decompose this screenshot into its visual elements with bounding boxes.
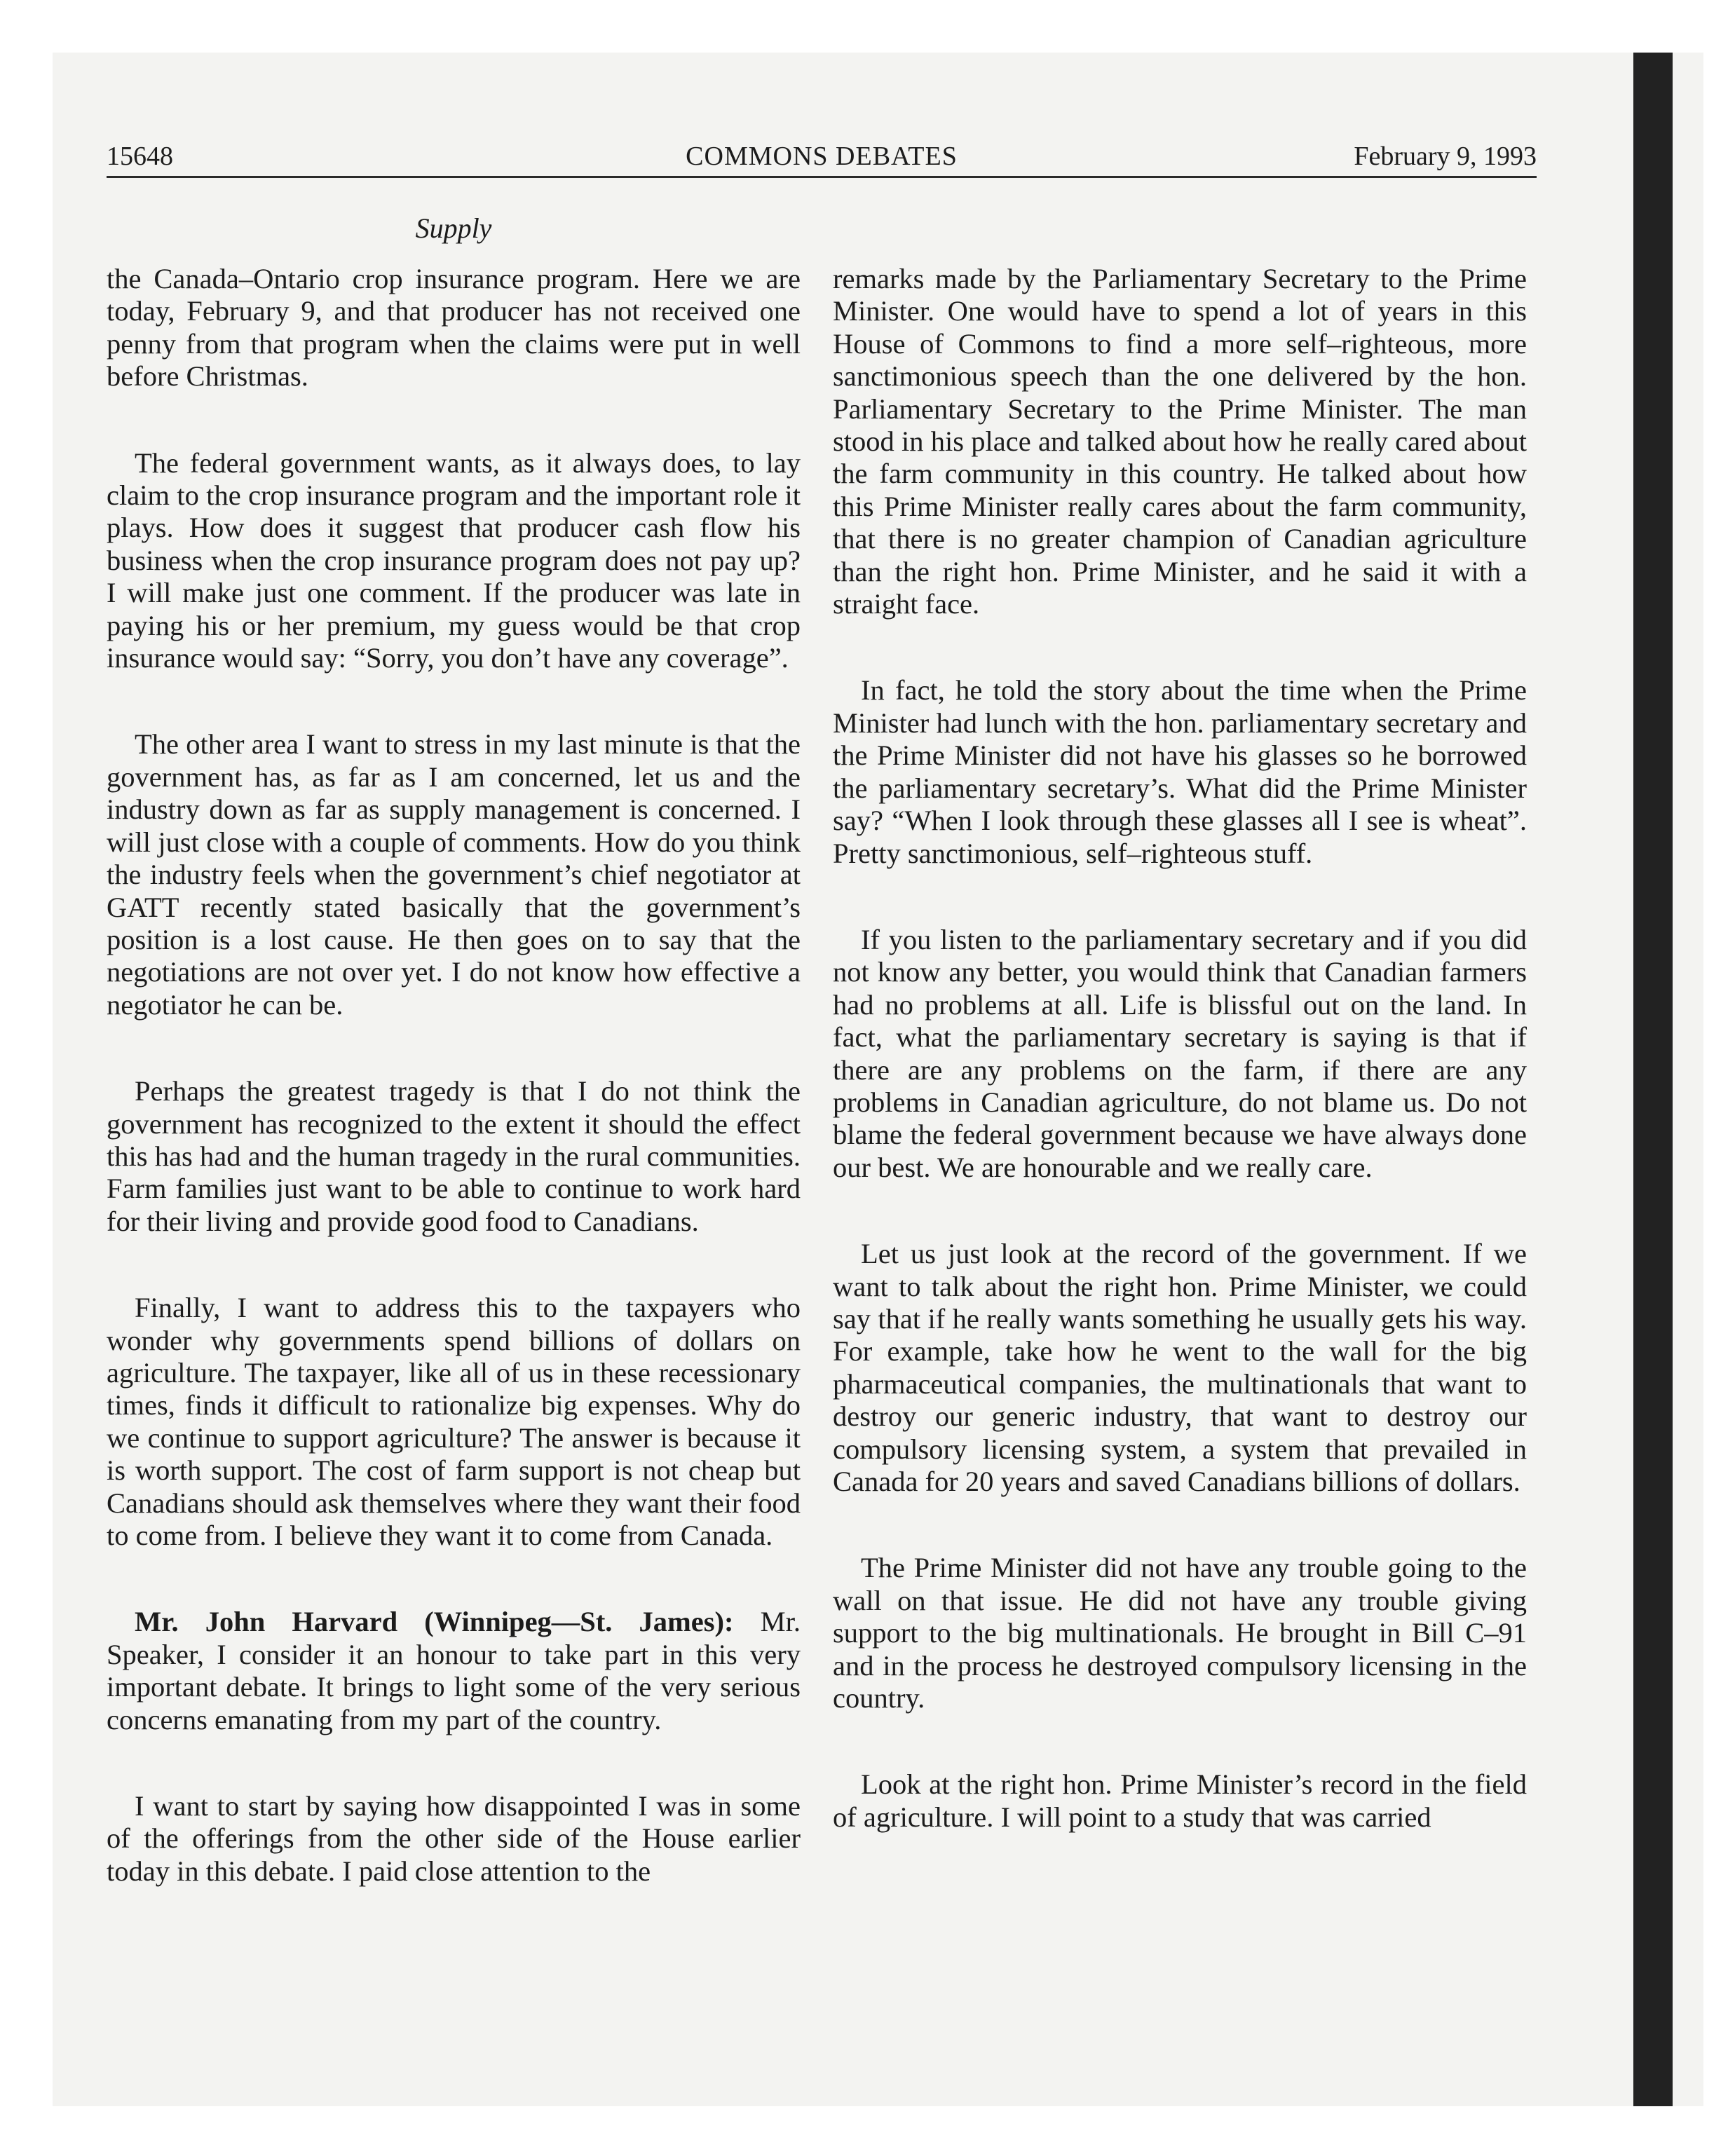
speaker-paragraph <box>107 1606 801 1736</box>
paragraph: Finally, I want to address this to the taxpayers who wonder why governments spend billions of dollars on agriculture. The taxpayer, like all of us in these recessionary times, finds it difficult to rationalize big expenses. Why do we continue to support agriculture? The answer is because it is worth support. The cost of farm support is not cheap but Canadians should ask themselves where they want their food to come from. I believe they want it to come from Canada. <box>107 1292 801 1551</box>
left-column <box>107 263 801 1942</box>
paragraph: If you listen to the parliamentary secretary and if you did not know any better, you would think that Canadian farmers had no problems at all. Life is blissful out on the land. In fact, what the parliamentary secretary is saying is that if there are any problems on the farm, if there are any problems in Canadian agriculture, do not blame us. Do not blame the federal government because we have always done our best. We are honourable and we really care. <box>833 923 1527 1183</box>
page-header <box>107 137 1537 178</box>
scan-edge-shadow <box>1633 53 1673 2106</box>
page-number: 15648 <box>107 142 173 171</box>
section-title: Supply <box>415 212 492 244</box>
paragraph: The Prime Minister did not have any trouble going to the wall on that issue. He did not have any trouble giving support to the big multinationals. He brought in Bill C–91 and in the process he destroyed compulsory licensing in the country. <box>833 1552 1527 1714</box>
speech-text: Mr. Speaker, I consider it an honour to take part in this very important debate. It brings to light some of the very serious concerns emanating from my part of the country. <box>107 1606 801 1735</box>
paragraph: In fact, he told the story about the time when the Prime Minister had lunch with the hon. parliamentary secretary and the Prime Minister did not have his glasses so he borrowed the parliamentary secretary’s. What did the Prime Minister say? “When I look through these glasses all I see is wheat”. Pretty sanctimonious, self–righteous stuff. <box>833 674 1527 869</box>
speaker-name: Mr. John Harvard (Winnipeg—St. James): <box>135 1606 734 1638</box>
right-column <box>833 263 1527 1888</box>
paragraph: The other area I want to stress in my last minute is that the government has, as far as I am concerned, let us and the industry down as far as supply management is concerned. I will just close with a couple of comments. How do you think the industry feels when the government’s chief negotiator at GATT recently stated basically that the government’s position is a lost cause. He then goes on to say that the negotiations are not over yet. I do not know how effective a negotiator he can be. <box>107 728 801 1021</box>
paragraph: Look at the right hon. Prime Minister’s record in the field of agriculture. I will point to a study that was carried <box>833 1768 1527 1833</box>
paragraph: remarks made by the Parliamentary Secretary to the Prime Minister. One would have to spend a lot of years in this House of Commons to find a more self–righteous, more sanctimonious speech than the one delivered by the hon. Parliamentary Secretary to the Prime Minister. The man stood in his place and talked about how he really cared about the farm community in this country. He talked about how this Prime Minister really cares about the farm community, that there is no greater champion of Canadian agriculture than the right hon. Prime Minister, and he said it with a straight face. <box>833 263 1527 620</box>
paragraph: I want to start by saying how disappointed I was in some of the offerings from the other side of the House earlier today in this debate. I paid close attention to the <box>107 1790 801 1887</box>
paragraph: Perhaps the greatest tragedy is that I do not think the government has recognized to the extent it should the effect this has had and the human tragedy in the rural communities. Farm families just want to be able to continue to work hard for their living and provide good food to Canadians. <box>107 1075 801 1237</box>
publication-date: February 9, 1993 <box>1354 142 1537 171</box>
journal-title: COMMONS DEBATES <box>686 142 958 171</box>
paragraph: the Canada–Ontario crop insurance program. Here we are today, February 9, and that producer has not received one penny from that program when the claims were put in well before Christmas. <box>107 263 801 393</box>
paragraph: Let us just look at the record of the government. If we want to talk about the right hon. Prime Minister, we could say that if he really wants something he usually gets his way. For example, take how he went to the wall for the big pharmaceutical companies, the multinationals that want to destroy our generic industry, that want to destroy our compulsory licensing system, a system that prevailed in Canada for 20 years and saved Canadians billions of dollars. <box>833 1238 1527 1497</box>
paragraph: The federal government wants, as it always does, to lay claim to the crop insurance program and the important role it plays. How does it suggest that producer cash flow his business when the crop insurance program does not pay up? I will make just one comment. If the producer was late in paying his or her premium, my guess would be that crop insurance would say: “Sorry, you don’t have any coverage”. <box>107 446 801 674</box>
